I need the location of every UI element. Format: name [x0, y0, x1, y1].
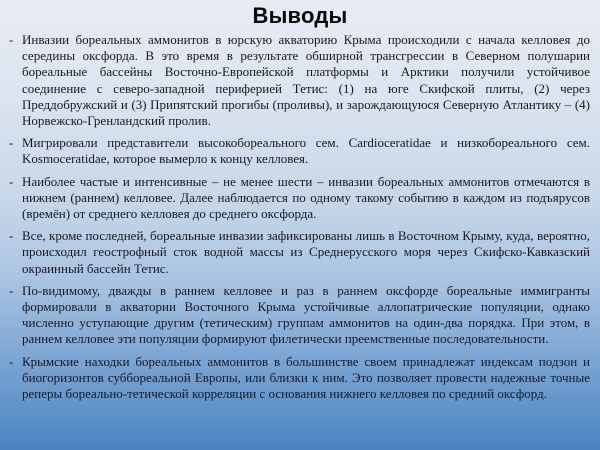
bullet-dash-marker: - — [9, 282, 14, 298]
bullet-text: По-видимому, дважды в раннем келловее и раз в раннем оксфорде бореальные иммигранты формировали в акватории Восточного Крыма устойчивые аллопатрические популяции, однако численно уступающие другим (тетическим) группам аммонитов на один-два порядка. При этом, в раннем келловее эти популяции формируют филетически преемственные последовательности. — [22, 282, 590, 347]
bullet-item — [9, 174, 590, 223]
bullet-text: Все, кроме последней, бореальные инвазии зафиксированы лишь в Восточном Крыму, куда, вероятно, происходил геострофный сток водной массы из Среднерусского моря через Скифско-Кавказский окраинный бассейн Тетис. — [22, 228, 590, 276]
bullet-item — [9, 228, 590, 277]
bullet-item — [9, 32, 590, 129]
bullet-dash-marker: - — [9, 173, 14, 189]
bullet-dash-marker: - — [9, 353, 14, 369]
bullet-text: Мигрировали представители высокобореального сем. Cardioceratidae и низкобореального сем. Kosmoceratidae, которое вымерло к концу келловея. — [22, 135, 590, 167]
bullet-item — [9, 135, 590, 167]
bullet-dash-marker: - — [9, 228, 14, 244]
bullet-text: Инвазии бореальных аммонитов в юрскую акваторию Крыма происходили с начала келловея до середины оксфорда. В это время в результате обширной трансгрессии в Северном полушарии бореальные бассейны Восточно-Европейской платформы и Арктики получили устойчивое соединение с северо-западной периферией Тетис: (1) на юге Скифской плиты, (2) через Преддобружский и (3) Припятский прогибы (проливы), и зарождающуюся Северную Атлантику – (4) Норвежско-Гренландский пролив. — [22, 32, 590, 129]
bullet-dash-marker: - — [9, 32, 14, 47]
bullet-dash-marker: - — [9, 135, 14, 151]
bullet-item — [9, 354, 590, 403]
bullet-text: Крымские находки бореальных аммонитов в большинстве своем принадлежат индексам подзон и биогоризонтов суббореальной Европы, или близки к ним. Это позволяет провести надежные точные реперы бореально-тетической корреляции с основания нижнего келловея по средний оксфорд. — [22, 353, 590, 402]
bullet-text: Наиболее частые и интенсивные – не менее шести – инвазии бореальных аммонитов отмечаются в нижнем (раннем) келловее. Далее наблюдается по одному такому событию в каждом из подъярусов (времён) от среднего келловея до среднего оксфорда. — [22, 173, 590, 222]
bullet-list — [0, 29, 600, 402]
bullet-item — [9, 283, 590, 348]
slide-title: Выводы — [252, 3, 348, 28]
